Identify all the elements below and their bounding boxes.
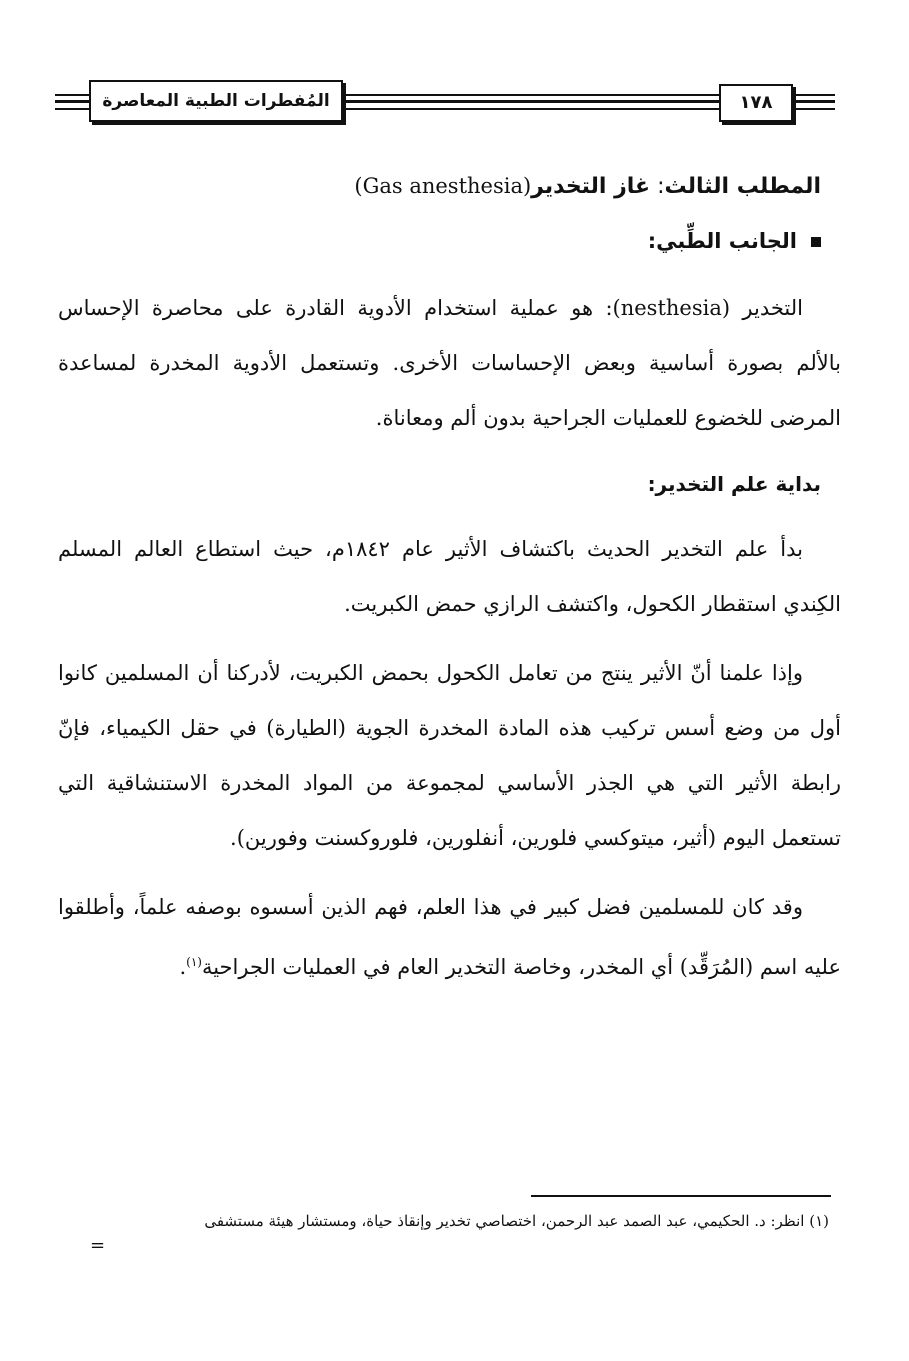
section-label: المطلب الثالث — [664, 174, 821, 199]
medical-aspect-heading — [58, 219, 821, 263]
page-number: ١٧٨ — [719, 84, 793, 122]
medical-aspect-label: الجانب الطِّبي: — [647, 229, 797, 253]
history-heading: بداية علم التخدير: — [647, 472, 821, 496]
section-title-english: (Gas anesthesia) — [354, 174, 532, 198]
bullet-square-icon — [811, 237, 821, 247]
paragraph-muslims-text: وقد كان للمسلمين فضل كبير في هذا العلم، فهم الذين أسسوه بوصفه علماً، وأطلقوا عليه اسم (المُرَقِّد) أي المخدر، وخاصة التخدير العام في العمليات الجراحية — [58, 895, 841, 979]
section-colon: : — [650, 174, 665, 199]
paragraph-history: بدأ علم التخدير الحديث باكتشاف الأثير عام ١٨٤٢م، حيث استطاع العالم المسلم الكِندي استقطار الكحول، واكتشف الرازي حمض الكبريت. — [58, 537, 841, 616]
running-header — [55, 78, 835, 126]
running-title: المُفطرات الطبية المعاصرة — [89, 80, 343, 122]
footnote-separator — [531, 1195, 831, 1197]
paragraph-definition: التخدير (nesthesia): هو عملية استخدام الأدوية القادرة على محاصرة الإحساس بالألم بصورة أساسية وبعض الإحساسات الأخرى. وتستعمل الأدوية المخدرة لمساعدة المرضى للخضوع للعمليات الجراحية بدون ألم ومعاناة. — [58, 296, 841, 430]
paragraph-end-period: . — [179, 955, 187, 979]
footnote-continuation-mark: = — [90, 1235, 106, 1256]
footnote-1: (١) انظر: د. الحكيمي، عبد الصمد عبد الرحمن، اختصاصي تخدير وإنقاذ حياة، ومستشار هيئة مستشفى — [204, 1212, 829, 1230]
footnote-reference[interactable]: (١) — [186, 955, 202, 969]
section-title — [58, 160, 821, 213]
paragraph-ether: وإذا علمنا أنّ الأثير ينتج من تعامل الكحول بحمض الكبريت، لأدركنا أن المسلمين كانوا أول من وضع أسس تركيب هذه المادة المخدرة الجوية (الطيارة) في حقل الكيمياء، فإنّ رابطة الأثير التي هي الجذر الأساسي لمجموعة من المواد المخدرة الاستنشاقية التي تستعمل اليوم (أثير، ميتوكسي فلورين، أنفلورين، فلوروكسنت وفورين). — [58, 661, 841, 850]
paragraph-muslims-contribution — [58, 880, 841, 995]
main-text — [58, 160, 841, 1009]
section-title-arabic: غاز التخدير — [531, 174, 651, 199]
